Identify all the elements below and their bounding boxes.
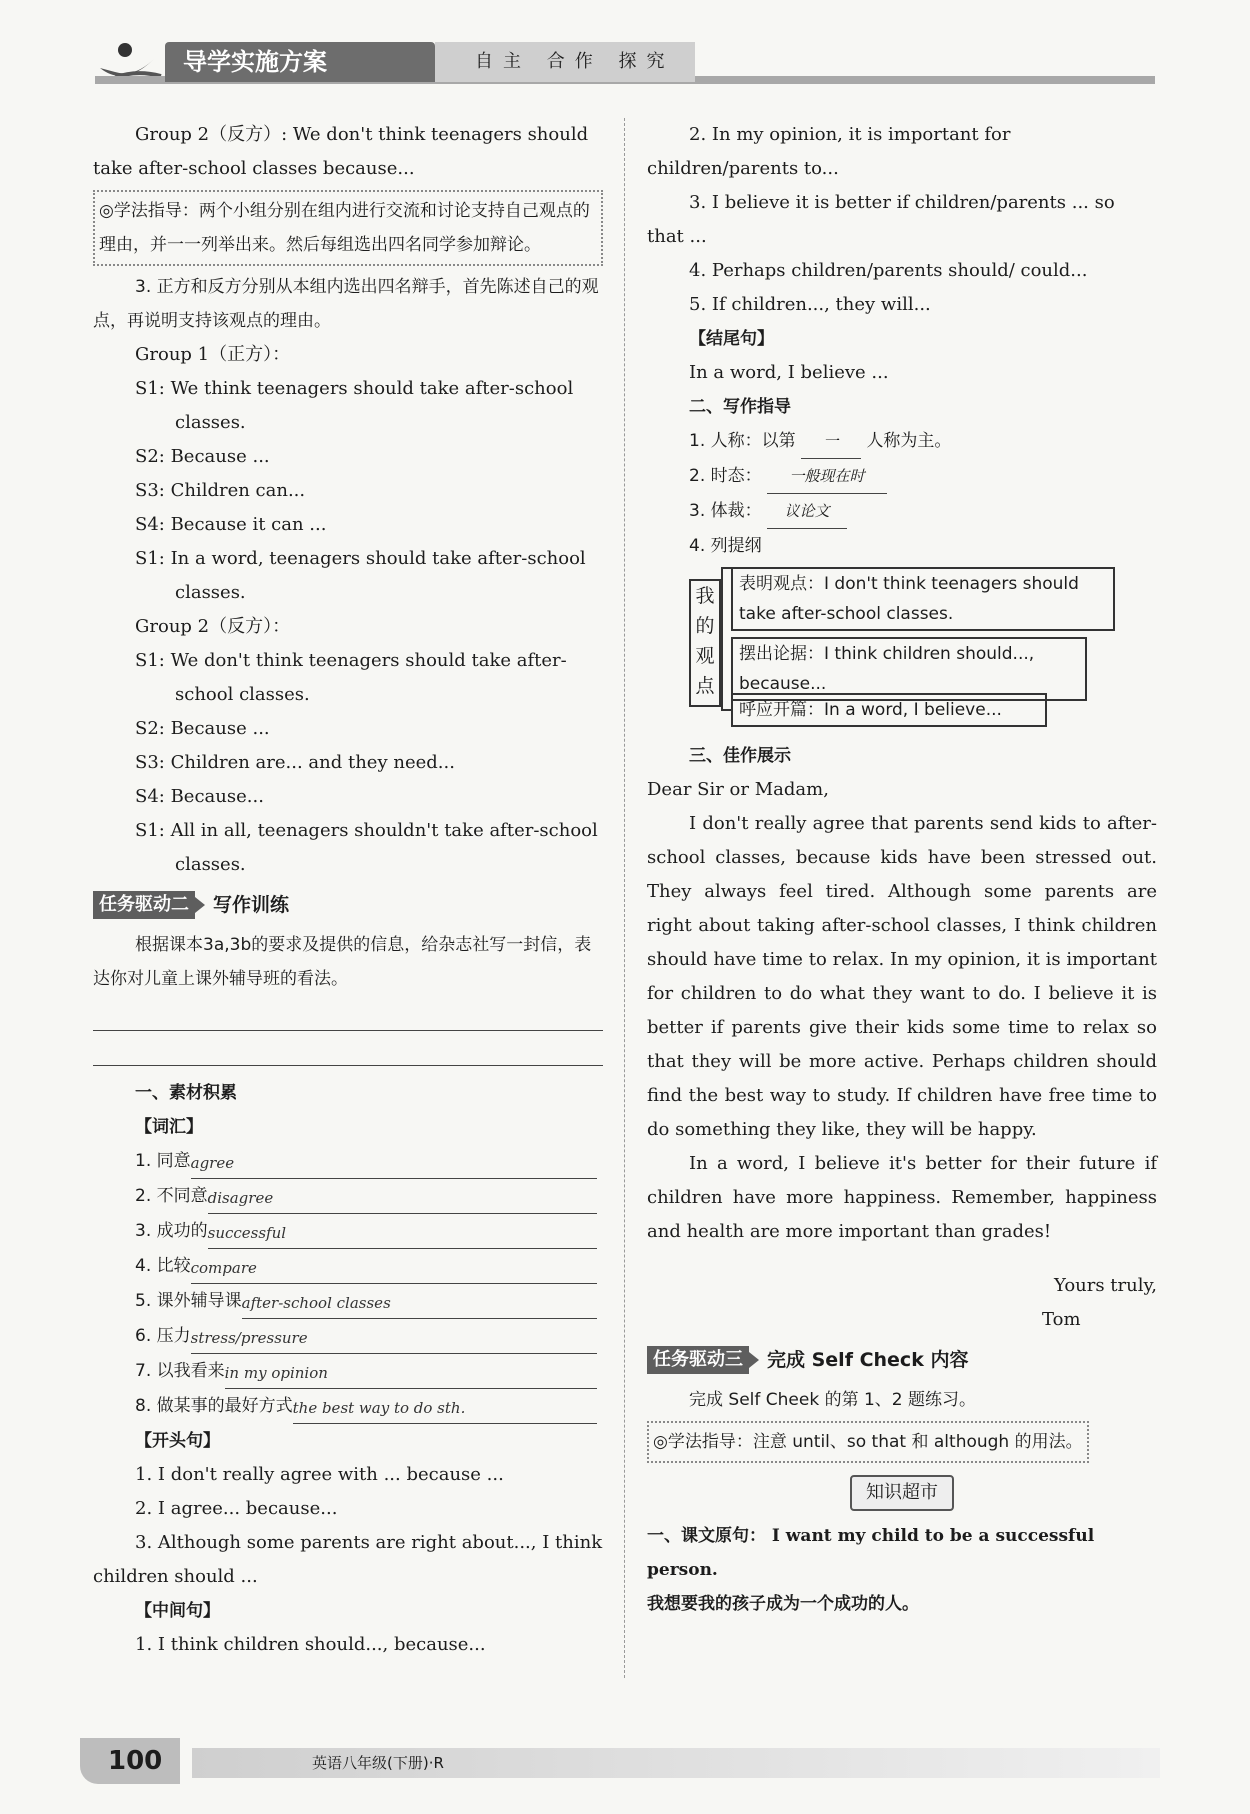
signature: Tom [1042,1309,1081,1330]
vocab-item [93,1144,603,1179]
vocab-item [93,1354,603,1389]
genre-line [647,494,1157,529]
writing-line[interactable] [93,996,603,1031]
ending-line: In a word, I believe ... [689,362,889,383]
outline-box: 表明观点：I don't think teenagers should take after-school classes. [731,567,1115,631]
vocab-answer: disagree [208,1183,597,1214]
vocab-item [93,1319,603,1354]
tense-label: 2. 时态： [689,466,762,486]
salutation: Dear Sir or Madam, [647,779,829,800]
group1-line: S4: Because it can ... [135,514,327,535]
opening-line: 1. I don't really agree with ... because ... [135,1464,504,1485]
task3-heading [647,1343,1157,1377]
outline-box: 呼应开篇：In a word, I believe... [731,693,1047,727]
page-number: 100 [80,1738,180,1784]
outline-me: 我的观点 [689,579,721,707]
group2-line: S2: Because ... [135,718,270,739]
opening-line: 3. Although some parents are right about..., I think children should ... [93,1532,603,1587]
vocab-cn: 6. 压力 [135,1326,191,1346]
arrow-icon [195,897,205,913]
vocab-item [93,1214,603,1249]
group2-line: S1: We don't think teenagers should take after-school classes. [135,650,567,705]
vocab-item [93,1389,603,1424]
letter-paragraph: I don't really agree that parents send kids to after-school classes, because kids have been stressed out. They always feel tired. Although some parents are right about taking after-school classes, I think children should have time to relax. In my opinion, it is important for children to do what they want to do. I believe it is better if parents give their kids some time to relax so that they will be more active. Perhaps children should find the best way to study. If children have free time to do something they like, they will be happy. [647,813,1157,1140]
group2-line: S3: Children are... and they need... [135,752,455,773]
page-footer [80,1738,1160,1788]
middle-heading: 【中间句】 [135,1601,220,1621]
vocab-answer: the best way to do sth. [293,1393,597,1424]
vocab-answer: after-school classes [242,1288,597,1319]
opening-line: 2. I agree... because... [135,1498,338,1519]
study-guide-box: ◎学法指导：注意 until、so that 和 although 的用法。 [647,1421,1089,1463]
vocab-answer: in my opinion [225,1358,597,1389]
original-sentence [647,1519,1157,1587]
header-title: 导学实施方案 [165,42,435,82]
original-en: I want my child to be a successful person. [647,1526,1095,1580]
person-suffix: 人称为主。 [866,431,952,451]
task3-text: 完成 Self Cheek 的第 1、2 题练习。 [689,1390,977,1410]
outline-diagram [689,567,1157,720]
middle-line: 3. I believe it is better if children/parents ... so that ... [647,192,1115,247]
tense-line [647,459,1157,494]
study-guide-box: ◎学法指导：两个小组分别在组内进行交流和讨论支持自己观点的理由，并一一列举出来。然后每组选出四名同学参加辩论。 [93,190,603,266]
vocab-answer: agree [191,1148,597,1179]
group1-line: S3: Children can... [135,480,306,501]
letter-paragraph: In a word, I believe it's better for their future if children have more happiness. Remember, happiness and health are more important than grades! [647,1153,1157,1242]
vocab-cn: 5. 课外辅导课 [135,1291,242,1311]
task2-label: 任务驱动二 [93,891,195,919]
vocab-cn: 2. 不同意 [135,1186,208,1206]
guide-heading: 二、写作指导 [689,397,791,417]
right-column [647,118,1157,1621]
vocab-heading: 【词汇】 [135,1117,203,1137]
writing-line[interactable] [93,1031,603,1066]
task2-heading [93,888,603,922]
closing: Yours truly, [1054,1275,1157,1296]
vocab-cn: 8. 做某事的最好方式 [135,1396,293,1416]
step-3: 3. 正方和反方分别从本组内选出四名辩手，首先陈述自己的观点，再说明支持该观点的理由。 [93,277,599,331]
header-subtitle: 自主 合作 探究 [435,42,695,82]
task3-title: 完成 Self Check 内容 [767,1349,969,1371]
vocab-cn: 4. 比较 [135,1256,191,1276]
genre-answer: 议论文 [767,494,847,529]
material-heading: 一、素材积累 [135,1083,237,1103]
task2-text: 根据课本3a,3b的要求及提供的信息，给杂志社写一封信，表达你对儿童上课外辅导班的看法。 [93,935,592,989]
vocab-cn: 1. 同意 [135,1151,191,1171]
person-label: 1. 人称：以第 [689,431,796,451]
vocab-item [93,1179,603,1214]
task3-label: 任务驱动三 [647,1346,749,1374]
vocab-cn: 7. 以我看来 [135,1361,225,1381]
vocab-answer: compare [191,1253,597,1284]
middle-line: 1. I think children should..., because... [135,1634,486,1655]
original-cn: 我想要我的孩子成为一个成功的人。 [647,1594,919,1614]
group2-line: S4: Because... [135,786,264,807]
outline-brace [721,567,731,711]
outline-label: 4. 列提纲 [689,536,762,556]
original-label: 一、课文原句： [647,1526,766,1546]
group1-line: S2: Because ... [135,446,270,467]
middle-line: 2. In my opinion, it is important for children/parents to... [647,124,1011,179]
group1-label: Group 1（正方）： [135,344,291,365]
vocab-item [93,1249,603,1284]
group2-intro: Group 2（反方）: We don't think teenagers should take after-school classes because... [93,124,589,179]
group2-label: Group 2（反方）： [135,616,291,637]
genre-label: 3. 体裁： [689,501,762,521]
knowledge-market [647,1475,1157,1511]
book-title: 英语八年级(下册)·R [192,1748,1160,1778]
sample-heading: 三、佳作展示 [689,746,791,766]
ending-heading: 【结尾句】 [689,329,774,349]
person-line [647,424,1157,459]
column-divider [624,118,625,1678]
person-answer: 一 [801,424,861,459]
group2-line: S1: All in all, teenagers shouldn't take after-school classes. [135,820,598,875]
left-column [93,118,603,1662]
page-header [95,38,1155,94]
group1-line: S1: In a word, teenagers should take after-school classes. [135,548,586,603]
vocab-answer: successful [208,1218,597,1249]
task2-title: 写作训练 [213,894,290,916]
knowledge-market-label: 知识超市 [850,1475,954,1511]
middle-line: 4. Perhaps children/parents should/ could... [689,260,1088,281]
group1-line: S1: We think teenagers should take after-school classes. [135,378,574,433]
middle-line: 5. If children..., they will... [689,294,931,315]
tense-answer: 一般现在时 [767,459,887,494]
vocab-item [93,1284,603,1319]
opening-heading: 【开头句】 [135,1431,220,1451]
outline-box: 摆出论据：I think children should..., because... [731,637,1087,701]
vocab-cn: 3. 成功的 [135,1221,208,1241]
arrow-icon [749,1352,759,1368]
vocab-answer: stress/pressure [191,1323,597,1354]
